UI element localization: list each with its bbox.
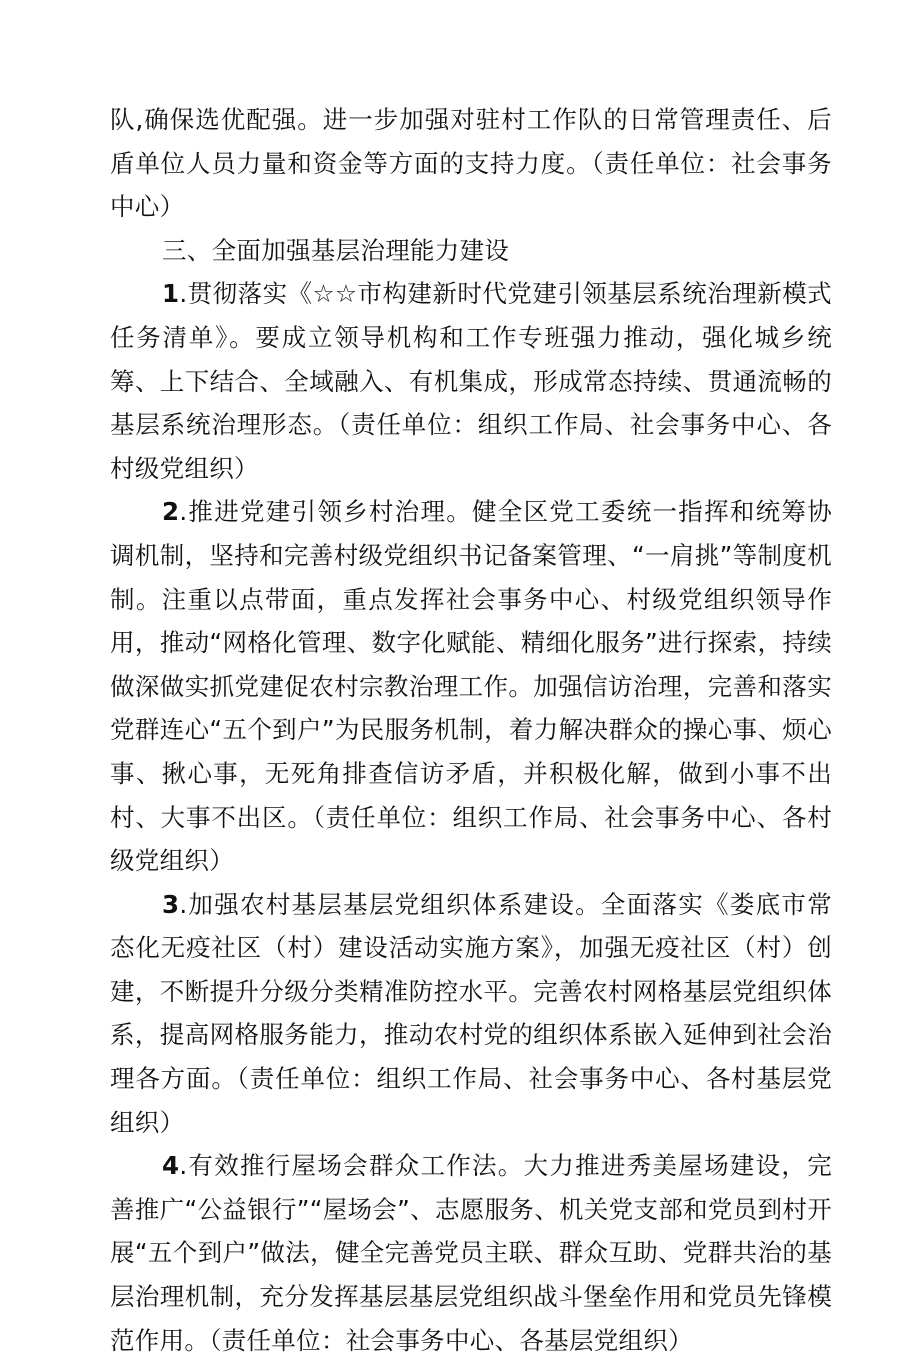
- item-number: 3: [162, 889, 180, 919]
- paragraph-text: .加强农村基层基层党组织体系建设。全面落实《娄底市常态化无疫社区（村）建设活动实施方案》，加强无疫社区（村）创建，不断提升分级分类精准防控水平。完善农村网格基层党组织体系，提高网格服务能力，推动农村党的组织体系嵌入延伸到社会治理各方面。（责任单位：组织工作局、社会事务中心、各村基层党组织）: [110, 889, 832, 1137]
- paragraph-item-2: [110, 490, 832, 882]
- paragraph-item-3: [110, 883, 832, 1145]
- paragraph-item-4: [110, 1144, 832, 1362]
- paragraph-text: .贯彻落实《☆☆市构建新时代党建引领基层系统治理新模式任务清单》。要成立领导机构和工作专班强力推动，强化城乡统筹、上下结合、全域融入、有机集成，形成常态持续、贯通流畅的基层系统治理形态。（责任单位：组织工作局、社会事务中心、各村级党组织）: [110, 279, 832, 483]
- section-heading-text: 三、全面加强基层治理能力建设: [162, 235, 510, 265]
- paragraph-text: 队,确保选优配强。进一步加强对驻村工作队的日常管理责任、后盾单位人员力量和资金等方面的支持力度。（责任单位：社会事务中心）: [110, 105, 832, 222]
- item-number: 4: [162, 1151, 180, 1181]
- paragraph-item-1: [110, 272, 832, 490]
- paragraph-text: .推进党建引领乡村治理。健全区党工委统一指挥和统筹协调机制，坚持和完善村级党组织书记备案管理、“一肩挑”等制度机制。注重以点带面，重点发挥社会事务中心、村级党组织领导作用，推动“网格化管理、数字化赋能、精细化服务”进行探索，持续做深做实抓党建促农村宗教治理工作。加强信访治理，完善和落实党群连心“五个到户”为民服务机制，着力解决群众的操心事、烦心事、揪心事，无死角排查信访矛盾，并积极化解，做到小事不出村、大事不出区。（责任单位：组织工作局、社会事务中心、各村级党组织）: [110, 497, 832, 876]
- item-number: 2: [162, 497, 180, 527]
- item-number: 1: [162, 279, 180, 309]
- paragraph-text: .有效推行屋场会群众工作法。大力推进秀美屋场建设，完善推广“公益银行”“屋场会”、志愿服务、机关党支部和党员到村开展“五个到户”做法，健全完善党员主联、群众互助、党群共治的基层治理机制，充分发挥基层基层党组织战斗堡垒作用和党员先锋模范作用。（责任单位：社会事务中心、各基层党组织）: [110, 1151, 832, 1355]
- section-heading: [110, 229, 832, 273]
- paragraph-continuation: [110, 98, 832, 229]
